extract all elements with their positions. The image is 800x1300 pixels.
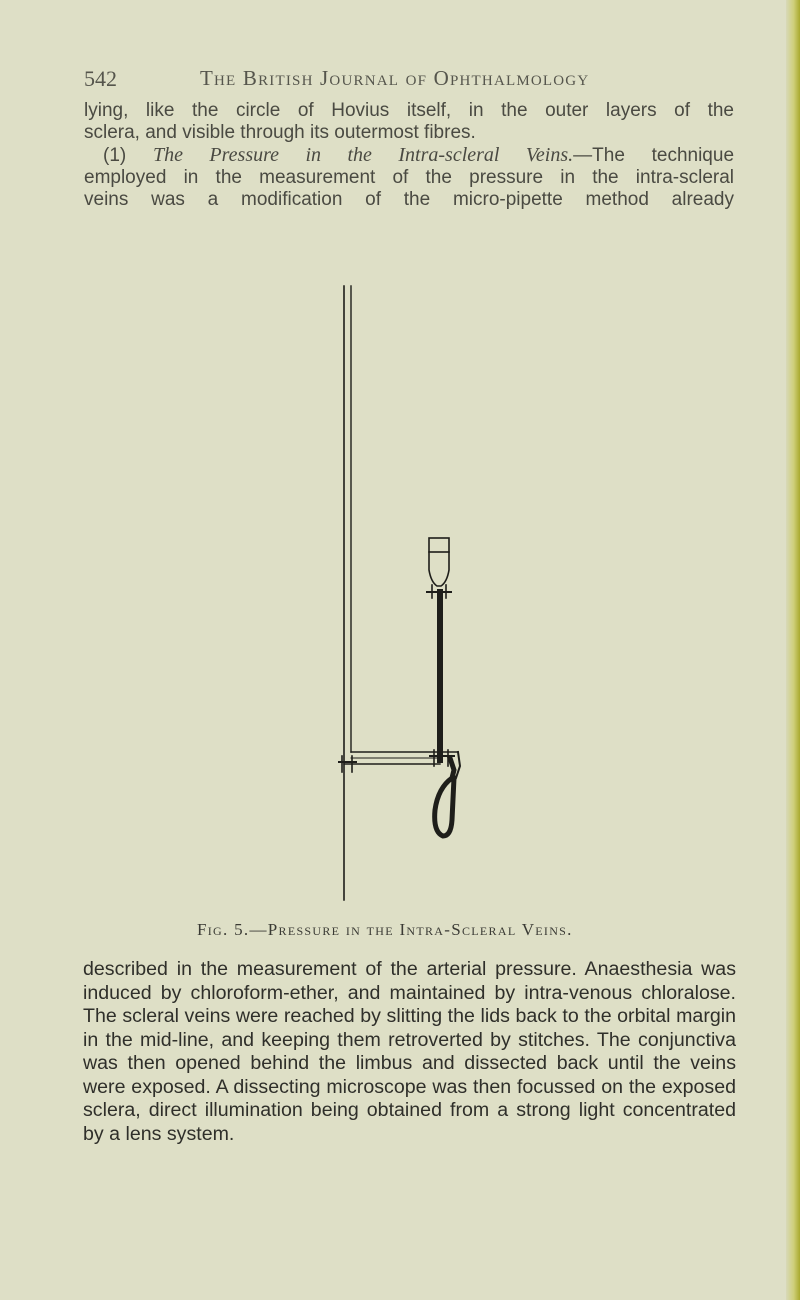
text-line: lying, like the circle of Hovius itself, in the outer layers of the	[84, 100, 734, 121]
reservoir-top	[429, 538, 449, 552]
u-bulb	[435, 758, 454, 836]
figure-caption: Fig. 5.—Pressure in the Intra-Scleral Veins.	[197, 920, 573, 939]
text-line: sclera, and visible through its outermost fibres.	[84, 122, 476, 143]
section-title: The Pressure in the Intra-scleral Veins.	[152, 144, 574, 166]
paragraph-text: described in the measurement of the arterial pressure. Anaesthesia was induced by chloroform-ether, and maintained by intra-venous chloralose. The scleral veins were reached by slitting the lids back to the orbital margin in the mid-line, and keeping them retroverted by stitches. The conjunctiva was then opened behind the limbus and dissected back until the veins were exposed. A dissecting microscope was then focussed on the exposed sclera, direct illumination being obtained from a strong light concentrated by a lens system.	[83, 958, 736, 1145]
text-fragment: —The technique	[573, 145, 735, 166]
running-head: The British Journal of Ophthalmology	[200, 66, 590, 90]
pressure-apparatus-diagram	[330, 280, 490, 905]
reservoir-funnel	[429, 552, 449, 586]
body-paragraph	[83, 958, 736, 1146]
text-line: veins was a modification of the micro-pipette method already	[84, 189, 734, 210]
section-heading-line	[84, 144, 734, 167]
page-number: 542	[84, 66, 117, 91]
page-header	[84, 66, 724, 96]
page-edge	[786, 0, 800, 1300]
section-number: (1)	[103, 145, 127, 166]
top-paragraph	[84, 100, 734, 211]
text-line: employed in the measurement of the pressure in the intra-scleral	[84, 167, 734, 188]
